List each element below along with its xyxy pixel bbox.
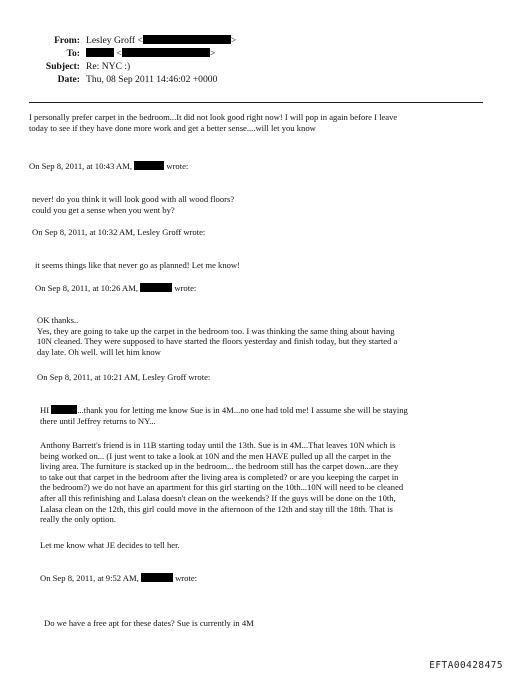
to-label: To: — [66, 48, 80, 59]
message-quoted: Anthony Barrett's friend is in 11B starting today until the 13th. Sue is in 4M...That leaves 10N which is being worked on... (I just went to take a look at 10N and the men HAVE pulled up all the carpet in the living area. The furniture is stacked up in the bedroom... the bedroom still has the carpet down...are they to take out that carpet in the bedroom after the living area is completed? or are you keeping the carpet in the bedroom?) we do not have an apartment for this girl starting on the 10th...10N will need to be cleaned after all this refinishing and Lalasa doesn't clean on the weekends? If the guys will be done on the 10th, Lalasa clean on the 12th, this girl could move in the afternoon of the 12th and stay till the 18th. That is really the only option. — [40, 440, 404, 525]
message-quoted: HI ...thank you for letting me know Sue is in 4M...no one had told me! I assume she will be staying there until Jeffrey returns to NY... — [40, 405, 408, 426]
quote-attribution: On Sep 8, 2011, at 10:43 AM, wrote: — [29, 161, 189, 171]
redaction-bar — [143, 35, 231, 44]
subject-value: Re: NYC :) — [86, 61, 131, 72]
quote-attribution: On Sep 8, 2011, at 10:21 AM, Lesley Groff wrote: — [37, 372, 211, 382]
message-quoted: Let me know what JE decides to tell her. — [40, 540, 180, 550]
quote-attribution: On Sep 8, 2011, at 10:26 AM, wrote: — [35, 283, 197, 293]
message-quoted: OK thanks.. Yes, they are going to take up the carpet in the bedroom too. I was thinking the same thing about having 10N cleaned. They were supposed to have started the floors yesterday and finish today, but they started a day late. Oh well. will let him know — [37, 315, 398, 357]
redaction-bar — [134, 161, 164, 170]
from-row — [0, 35, 512, 47]
subject-row — [0, 61, 512, 73]
subject-label: Subject: — [45, 61, 80, 72]
date-row — [0, 74, 512, 86]
redaction-bar — [86, 48, 114, 57]
redaction-bar — [141, 573, 173, 582]
header-divider — [29, 102, 483, 103]
from-close: > — [230, 35, 237, 46]
redaction-bar — [140, 283, 172, 292]
quote-attribution: On Sep 8, 2011, at 9:52 AM, wrote: — [40, 573, 198, 583]
message-quoted: never! do you think it will look good with all wood floors? could you get a sense when you went by? — [32, 194, 235, 215]
quote-attribution: On Sep 8, 2011, at 10:32 AM, Lesley Groff wrote: — [32, 227, 206, 237]
to-open: < — [116, 48, 122, 59]
date-label: Date: — [57, 74, 80, 85]
message-reply: I personally prefer carpet in the bedroom...It did not look good right now! I will pop in again before I leave today to see if they have done more work and get a better sense....will let you know — [29, 112, 398, 133]
message-quoted: Do we have a free apt for these dates? Sue is currently in 4M — [44, 618, 254, 628]
redaction-bar — [51, 405, 77, 414]
from-label: From: — [54, 35, 80, 46]
date-value: Thu, 08 Sep 2011 14:46:02 +0000 — [86, 74, 218, 85]
to-close: > — [209, 48, 216, 59]
to-row — [0, 48, 512, 60]
document-id: EFTA00428475 — [429, 660, 503, 671]
redaction-bar — [122, 48, 210, 57]
message-quoted: it seems things like that never go as planned! Let me know! — [35, 260, 241, 270]
from-value: Lesley Groff < — [86, 35, 143, 46]
